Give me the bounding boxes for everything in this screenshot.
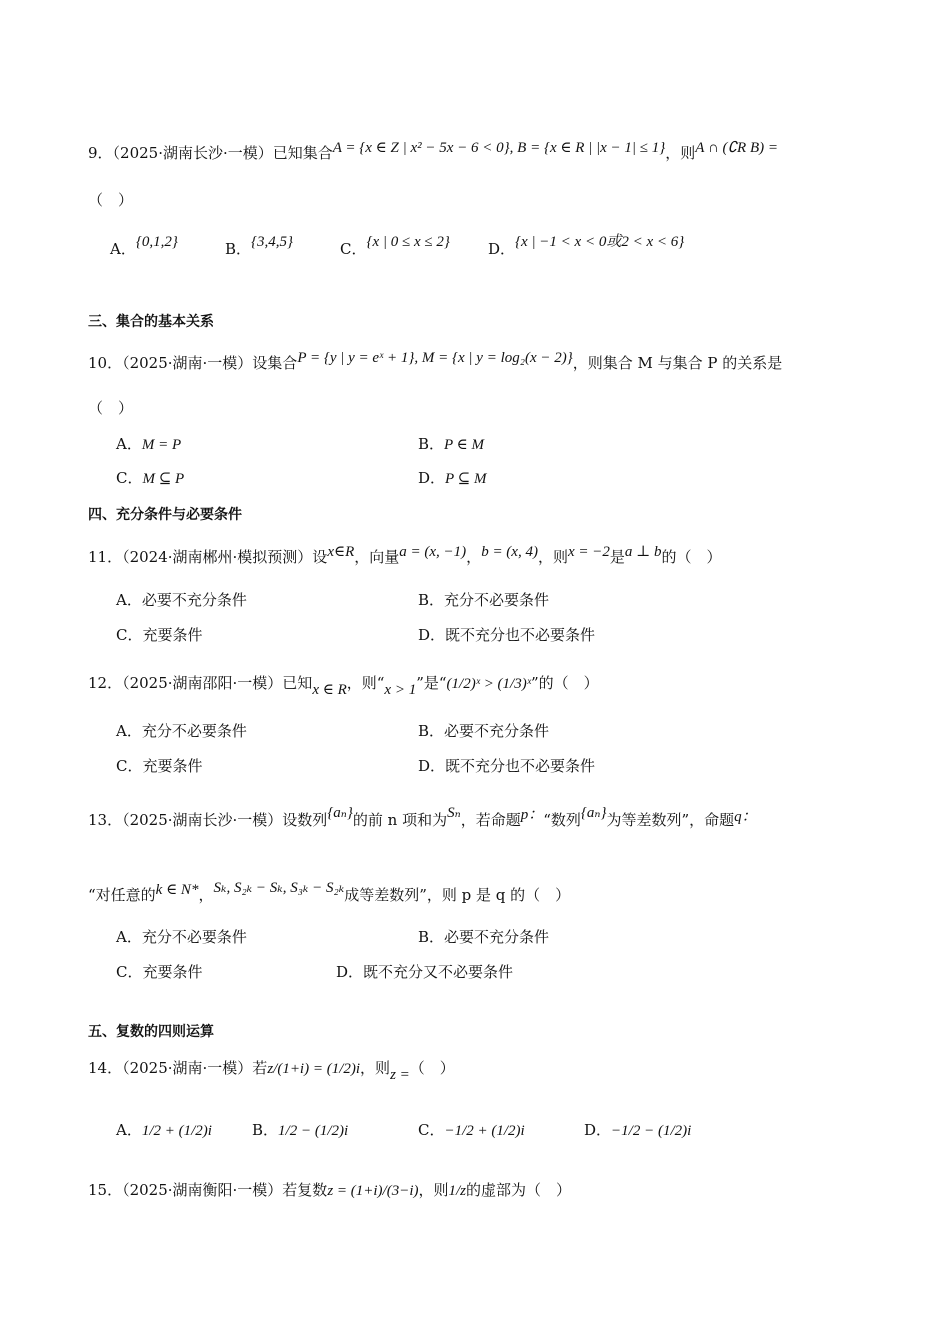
q13-option-d: D．既不充分又不必要条件 (336, 963, 514, 981)
section-4-title: 四、充分条件与必要条件 (88, 507, 242, 523)
q9-option-b: B．{3,4,5} (225, 234, 294, 258)
q12-option-d: D．既不充分也不必要条件 (418, 757, 596, 775)
q14-stem: 14．（2025·湖南·一模）若z/(1+i) = (1/2)i，则z =（ ） (88, 1059, 455, 1083)
q10-paren: （ ） (88, 399, 134, 417)
q11-option-a: A．必要不充分条件 (116, 591, 247, 609)
q12-stem: 12．（2025·湖南邵阳·一模）已知x ∈ R，则“x > 1”是“(1/2)ˣ > (1/3)ˣ”的（ ） (88, 674, 599, 698)
q10-option-b: B．P ∈ M (418, 435, 485, 453)
q13-stem: 13．（2025·湖南长沙·一模）设数列{aₙ}的前 n 项和为Sₙ，若命题p：“数列{aₙ}为等差数列”，命题q： (88, 805, 757, 829)
q13-option-c: C．充要条件 (116, 963, 203, 981)
q9-paren: （ ） (88, 191, 134, 209)
q10-sets: P = {y | y = eˣ + 1}, M = {x | y = log₂(x − 2)} (297, 350, 573, 366)
q14-option-b: B．1/2 − (1/2)i (252, 1121, 349, 1139)
q10-tail: ，则集合 M 与集合 P 的关系是 (572, 354, 783, 372)
q15-stem: 15．（2025·湖南衡阳·一模）若复数z = (1+i)/(3−i)，则1/z的虚部为（ ） (88, 1181, 572, 1199)
q9-number: 9． (88, 144, 113, 162)
q14-option-a: A．1/2 + (1/2)i (116, 1121, 212, 1139)
section-3-title: 三、集合的基本关系 (88, 314, 214, 330)
q14-option-d: D．−1/2 − (1/2)i (584, 1121, 692, 1139)
q13-stem-line2: “对任意的k ∈ N*，Sₖ, S₂ₖ − Sₖ, S₃ₖ − S₂ₖ成等差数列”，则 p 是 q 的（ ） (88, 880, 571, 904)
q10-number: 10． (88, 354, 123, 372)
q9-expression: A ∩ (∁R B) = (695, 140, 779, 156)
q13-option-b: B．必要不充分条件 (418, 928, 550, 946)
q11-option-b: B．充分不必要条件 (418, 591, 550, 609)
q11-option-d: D．既不充分也不必要条件 (418, 626, 596, 644)
q11-stem: 11．（2024·湖南郴州·模拟预测）设x∈R，向量a = (x, −1)，b = (x, 4)，则x = −2是a ⊥ b的（ ） (88, 544, 722, 566)
q10-stem (88, 348, 782, 373)
q9-option-d: D．{x | −1 < x < 0或2 < x < 6} (488, 234, 685, 258)
q10-source: （2025·湖南·一模）设集合 (122, 354, 298, 372)
q13-option-a: A．充分不必要条件 (116, 928, 247, 946)
q10-option-c: C．M ⊆ P (116, 469, 185, 487)
q11-option-c: C．充要条件 (116, 626, 203, 644)
q12-option-b: B．必要不充分条件 (418, 722, 550, 740)
q9-tail: ，则 (665, 144, 696, 162)
q10-option-d: D．P ⊆ M (418, 469, 487, 487)
q10-option-a: A．M = P (116, 435, 182, 453)
q12-option-a: A．充分不必要条件 (116, 722, 247, 740)
q9-source: （2025·湖南长沙·一模）已知集合 (112, 144, 333, 162)
q9-option-a: A．{0,1,2} (110, 234, 178, 258)
section-5-title: 五、复数的四则运算 (88, 1024, 214, 1040)
q9-sets: A = {x ∈ Z | x² − 5x − 6 < 0}, B = {x ∈ R | |x − 1| ≤ 1} (332, 140, 666, 156)
q12-option-c: C．充要条件 (116, 757, 203, 775)
q9-option-c: C．{x | 0 ≤ x ≤ 2} (340, 234, 450, 258)
q14-option-c: C．−1/2 + (1/2)i (418, 1121, 525, 1139)
q9-stem (88, 138, 778, 163)
